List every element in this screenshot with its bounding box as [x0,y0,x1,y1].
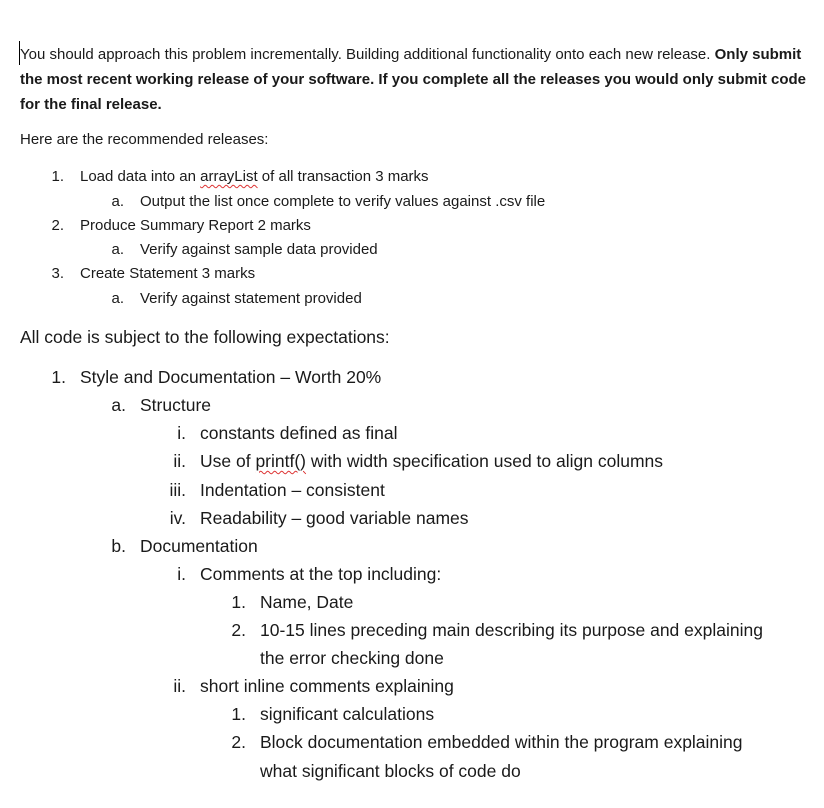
expectations-heading: All code is subject to the following expectations: [20,327,390,347]
intro-text: You should approach this problem incrementally. Building additional functionality onto each new release. [20,46,715,63]
list-number: 1. [51,367,66,387]
list-number: 2. [231,732,246,752]
list-text: Verify against sample data provided [140,241,378,258]
list-text: Structure [140,395,211,415]
spell-error-printf[interactable]: printf() [255,451,307,471]
list-text: Produce Summary Report 2 marks [80,217,311,234]
list-text: short inline comments explaining [200,676,454,696]
list-text: Comments at the top including: [200,564,442,584]
list-text: 10-15 lines preceding main describing its purpose and explaining [260,620,763,640]
list-number: b. [111,536,126,556]
intro-bold-text: Only submit the most recent working release of your software. If you complete all the releases you would only submit code for the final release. [20,46,807,113]
list-text: Load data into an arrayList of all transaction 3 marks [80,168,429,185]
list-text: Verify against statement provided [140,290,362,307]
list-number: 1. [231,592,246,612]
list-number: iii. [169,480,186,500]
list-text: Create Statement 3 marks [80,265,256,282]
list-text: Use of printf() with width specification used to align columns [200,451,664,471]
list-text: Block documentation embedded within the program explaining [260,732,743,752]
list-number: ii. [173,451,186,471]
spell-error-arraylist[interactable]: arrayList [200,168,258,185]
list-text: Output the list once complete to verify values against .csv file [140,193,546,210]
list-number: a. [111,241,124,258]
list-text: Documentation [140,536,258,556]
list-text: Style and Documentation – Worth 20% [80,367,382,387]
list-number: 3. [51,265,64,282]
list-number: a. [111,193,124,210]
intro-paragraph[interactable] [20,42,810,117]
releases-heading: Here are the recommended releases: [20,131,269,148]
list-number: a. [111,395,126,415]
list-text: constants defined as final [200,423,398,443]
list-number: a. [111,290,124,307]
list-number: 2. [51,217,64,234]
list-number: ii. [173,676,186,696]
list-number: 1. [51,168,64,185]
list-number: i. [177,564,186,584]
list-text: significant calculations [260,704,435,724]
list-number: i. [177,423,186,443]
list-text: Readability – good variable names [200,508,469,528]
list-number: 1. [231,704,246,724]
list-text-continuation: the error checking done [260,648,444,668]
list-text: Indentation – consistent [200,480,385,500]
list-number: 2. [231,620,246,640]
list-text-continuation: what significant blocks of code do [260,761,521,781]
list-text: Name, Date [260,592,354,612]
list-number: iv. [169,508,186,528]
